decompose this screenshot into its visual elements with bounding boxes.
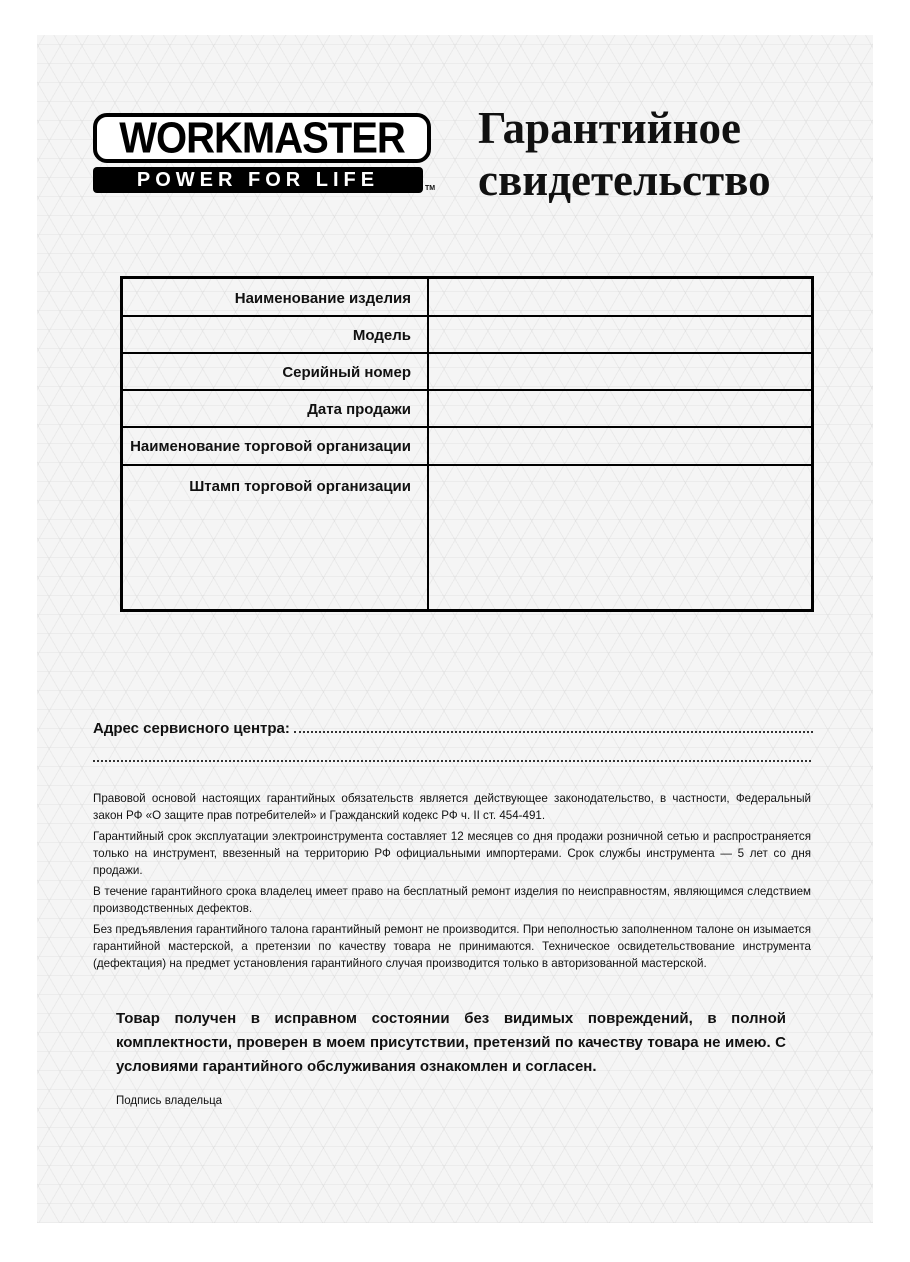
- form-label-store-name: Наименование торговой организации: [123, 428, 429, 464]
- form-label-store-stamp: Штамп торговой организации: [123, 466, 429, 609]
- terms-paragraph: Гарантийный срок эксплуатации электроинструмента составляет 12 месяцев со дня продажи розничной сетью и распространяется только на инструмент, ввезенный на территорию РФ официальными импортерами. Срок службы инструмента — 5 лет со дня продажи.: [93, 830, 811, 877]
- form-field-store-name[interactable]: [431, 428, 811, 464]
- product-info-form: [120, 276, 814, 612]
- form-field-product-name[interactable]: [431, 279, 811, 315]
- terms-paragraph: Правовой основой настоящих гарантийных обязательств является действующее законодательство, в частности, Федеральный закон РФ «О защите прав потребителей» и Гражданский кодекс РФ ч. II ст. 454-491.: [93, 792, 811, 822]
- logo-brand-box: [93, 113, 431, 163]
- owner-signature-label: Подпись владельца: [116, 1095, 223, 1107]
- page-title-line-2: свидетельство: [478, 155, 771, 205]
- form-label-product-name: Наименование изделия: [123, 279, 429, 315]
- form-label-model: Модель: [123, 317, 429, 352]
- form-row-serial-number: [123, 354, 811, 391]
- page-title: [478, 102, 858, 206]
- form-row-store-name: [123, 428, 811, 466]
- form-field-sale-date[interactable]: [431, 391, 811, 426]
- service-center-address-field[interactable]: [294, 717, 813, 733]
- logo-trademark: TM: [425, 185, 436, 192]
- form-label-serial-number: Серийный номер: [123, 354, 429, 389]
- terms-paragraph: Без предъявления гарантийного талона гарантийный ремонт не производится. При неполностью заполненном талоне он изымается гарантийной мастерской, а претензии по качеству товара не принимаются. Техническое освидетельствование инструмента (дефектация) на предмет установления гарантийного случая производится только в авторизованной мастерской.: [93, 923, 811, 970]
- logo-slogan-bar: [93, 167, 423, 193]
- receipt-confirmation: Товар получен в исправном состоянии без видимых повреждений, в полной комплектности, проверен в моем присутствии, претензий по качеству товара не имею. С условиями гарантийного обслуживания ознакомлен и согласен.: [116, 1010, 786, 1075]
- workmaster-logo: [93, 113, 436, 193]
- form-field-serial-number[interactable]: [431, 354, 811, 389]
- form-field-store-stamp[interactable]: [431, 466, 811, 609]
- form-row-product-name: [123, 279, 811, 317]
- form-row-sale-date: [123, 391, 811, 428]
- logo-brand-text: WORKMASTER: [119, 113, 405, 163]
- service-center-address: [93, 717, 813, 737]
- form-row-model: [123, 317, 811, 354]
- service-center-address-field-line-2[interactable]: [93, 750, 811, 762]
- service-center-address-label: Адрес сервисного центра:: [93, 720, 290, 737]
- form-label-sale-date: Дата продажи: [123, 391, 429, 426]
- terms-paragraph: В течение гарантийного срока владелец имеет право на бесплатный ремонт изделия по неисправностям, являющимся следствием производственных дефектов.: [93, 885, 811, 915]
- form-row-store-stamp: [123, 466, 811, 609]
- page-title-line-1: Гарантийное: [478, 103, 741, 153]
- warranty-terms: [93, 790, 811, 976]
- logo-slogan-text: POWER FOR LIFE: [136, 169, 380, 191]
- form-field-model[interactable]: [431, 317, 811, 352]
